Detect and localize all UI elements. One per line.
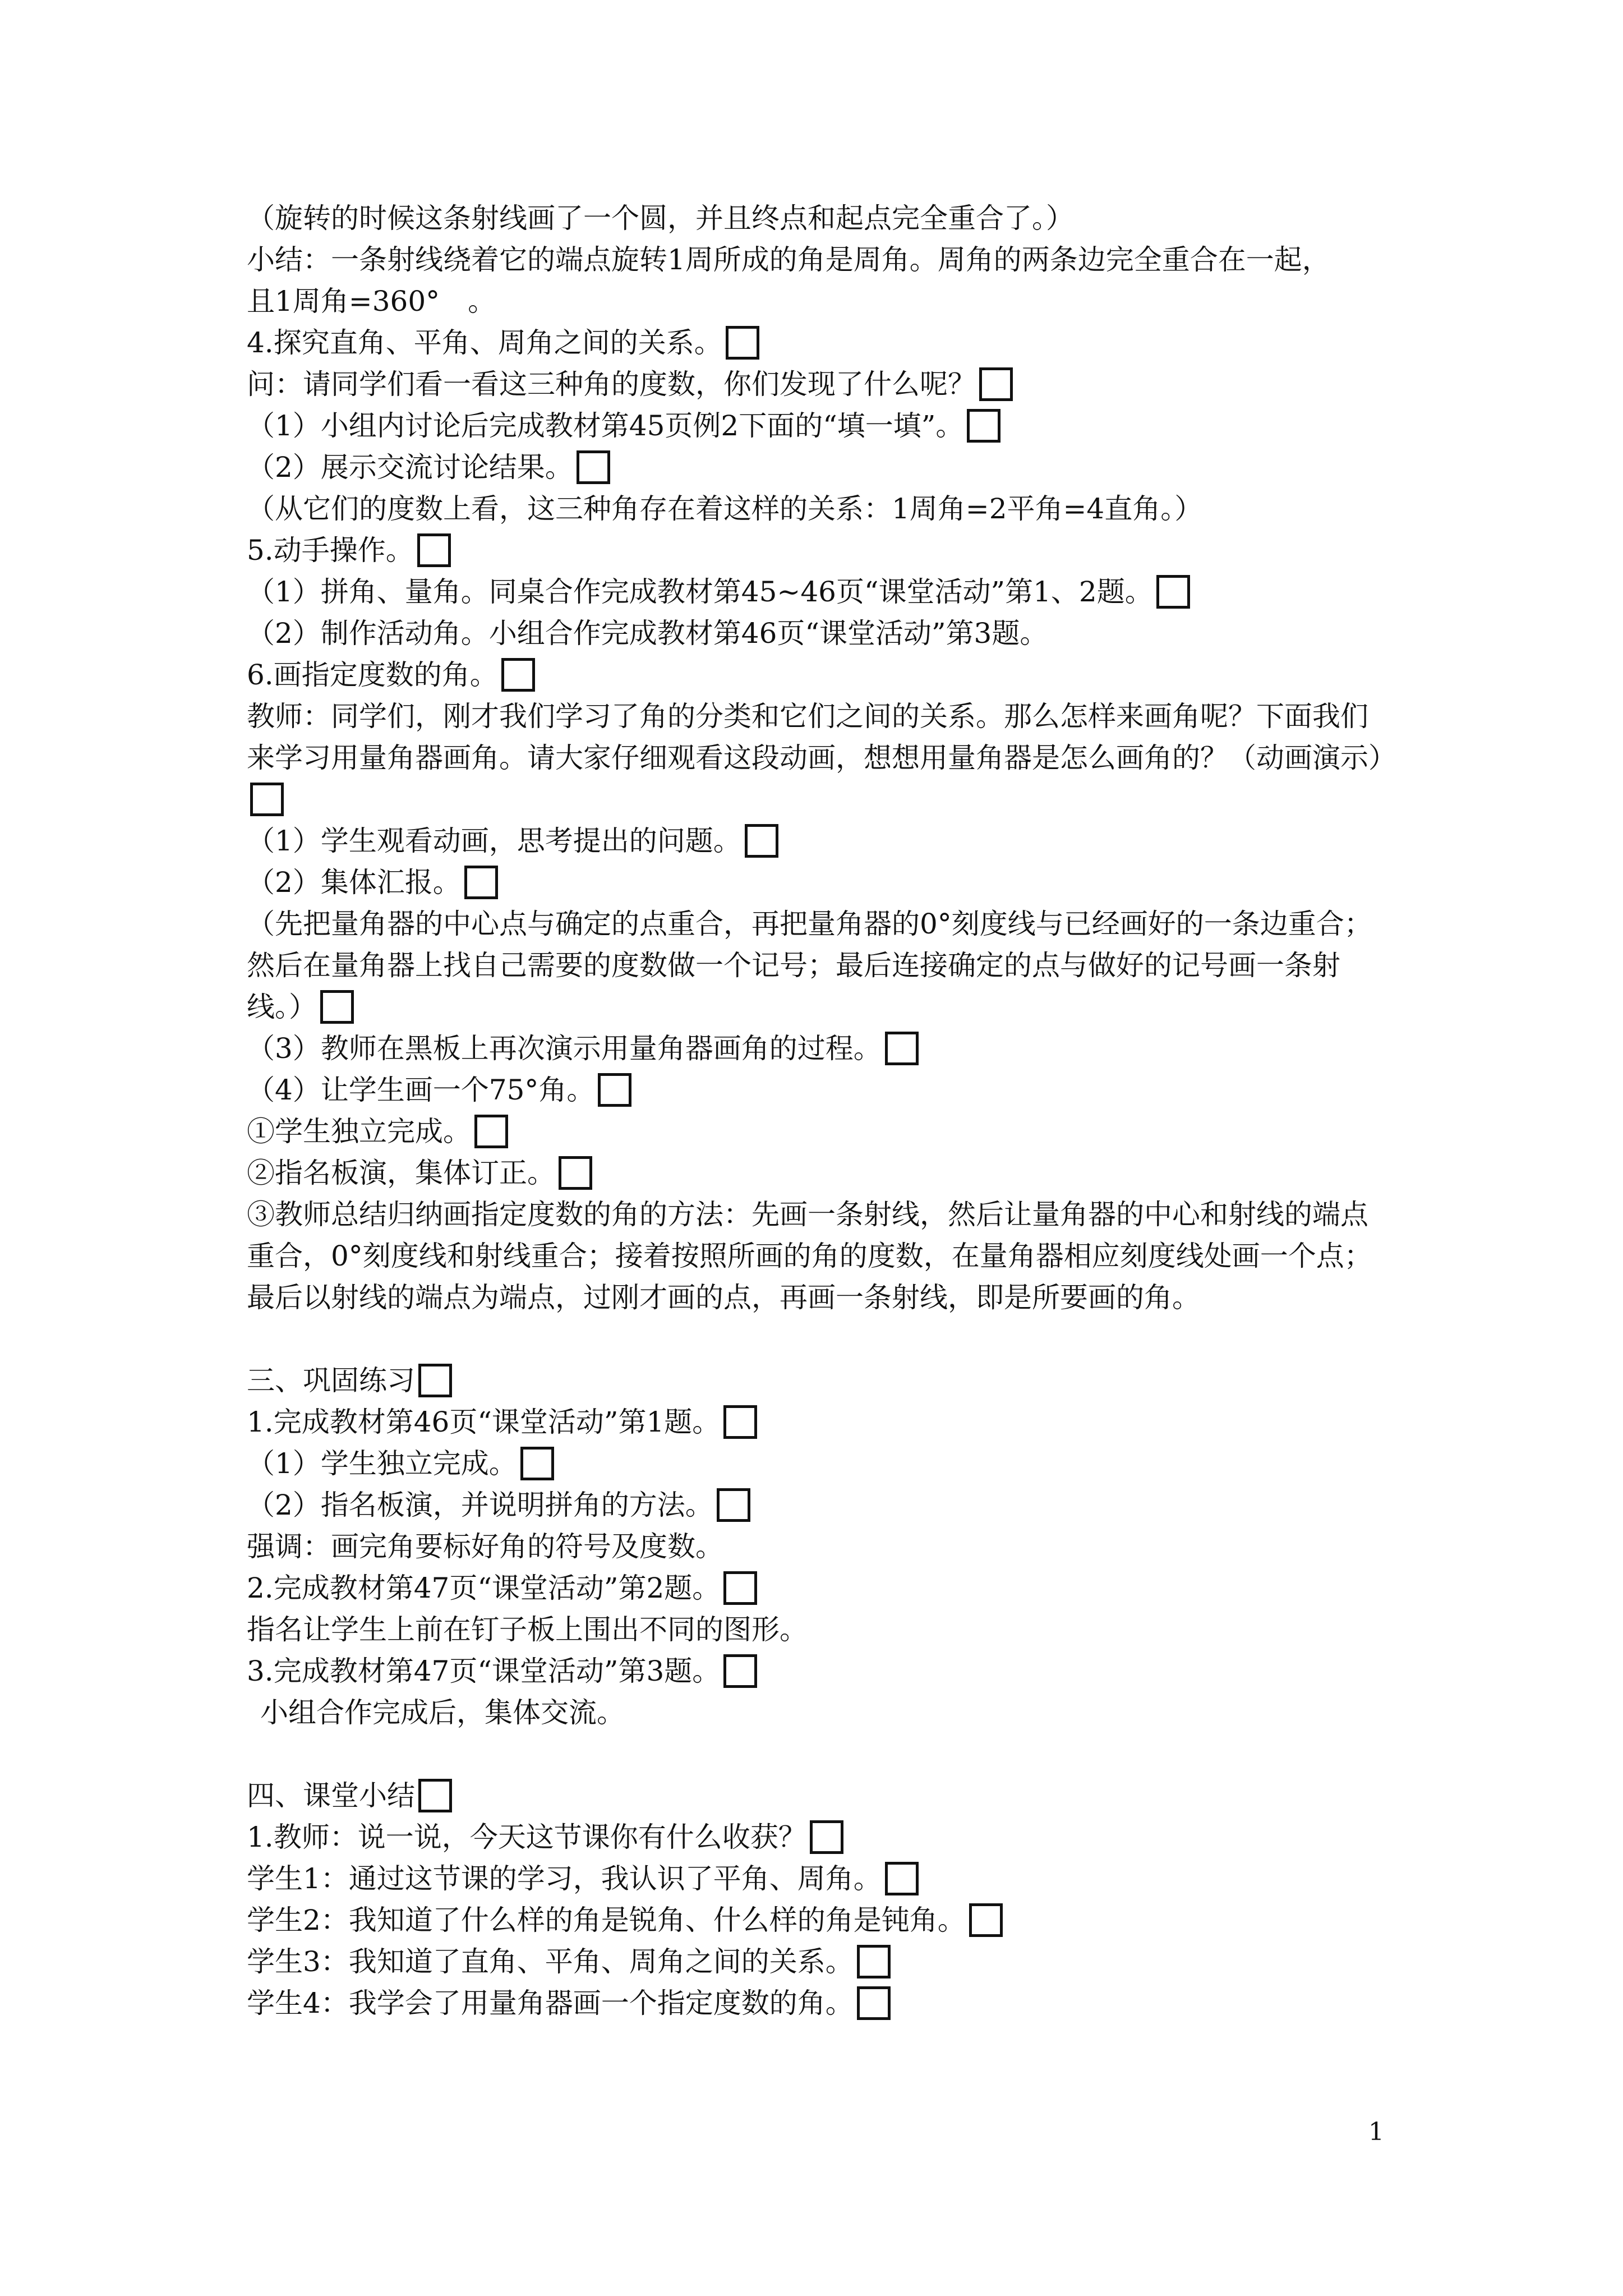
text-line: [247, 447, 1391, 488]
text-line: [247, 197, 1391, 239]
text-line-content: （2）指名板演，并说明拼角的方法。: [247, 1489, 713, 1521]
text-line: [247, 820, 1391, 862]
text-line: [247, 613, 1391, 654]
text-line: [247, 571, 1391, 613]
text-line: [247, 1069, 1391, 1111]
placeholder-box-icon: [857, 1945, 891, 1978]
text-line: [247, 1277, 1391, 1318]
text-line: [247, 737, 1396, 779]
text-line: [247, 654, 1391, 696]
text-line: [247, 322, 1391, 364]
text-line-content: 最后以射线的端点为端点，过刚才画的点，再画一条射线，即是所要画的角。: [247, 1281, 1200, 1314]
placeholder-box-icon: [418, 1364, 452, 1397]
text-line: [247, 1318, 1391, 1360]
text-line: [247, 1028, 1391, 1069]
text-line-content: （4）让学生画一个75°角。: [247, 1074, 595, 1106]
text-line-content: 重合，0°刻度线和射线重合；接着按照所画的角的度数，在量角器相应刻度线处画一个点；: [247, 1240, 1372, 1272]
page-number: 1: [1368, 2118, 1384, 2146]
text-line-content: 来学习用量角器画角。请大家仔细观看这段动画，想想用量角器是怎么画角的？（动画演示）: [247, 742, 1396, 774]
placeholder-box-icon: [250, 783, 284, 816]
text-line-content: 1.完成教材第46页“课堂活动”第1题。: [247, 1406, 721, 1438]
text-line-content: 2.完成教材第47页“课堂活动”第2题。: [247, 1572, 721, 1604]
text-line-content: （1）拼角、量角。同桌合作完成教材第45~46页“课堂活动”第1、2题。: [247, 576, 1153, 608]
text-line-content: 学生1：通过这节课的学习，我认识了平角、周角。: [247, 1862, 882, 1895]
placeholder-box-icon: [320, 990, 354, 1024]
placeholder-box-icon: [857, 1986, 891, 2020]
placeholder-box-icon: [723, 1571, 757, 1605]
text-line: [247, 530, 1391, 571]
placeholder-box-icon: [810, 1820, 843, 1854]
text-line: [247, 1816, 1391, 1858]
text-line: [247, 1401, 1391, 1443]
text-line-content: ①学生独立完成。: [247, 1115, 471, 1148]
text-line-content: （2）制作活动角。小组合作完成教材第46页“课堂活动”第3题。: [247, 617, 1048, 650]
text-line-content: 指名让学生上前在钉子板上围出不同的图形。: [247, 1613, 808, 1646]
text-line-content: 3.完成教材第47页“课堂活动”第3题。: [247, 1655, 721, 1687]
text-line: [247, 945, 1391, 986]
text-line: [247, 1360, 1391, 1401]
text-line-content: 然后在量角器上找自己需要的度数做一个记号；最后连接确定的点与做好的记号画一条射: [247, 949, 1340, 982]
text-line-content: 小结：一条射线绕着它的端点旋转1周所成的角是周角。周角的两条边完全重合在一起，: [247, 243, 1330, 276]
placeholder-box-icon: [885, 1862, 919, 1895]
text-line-content: （1）学生观看动画，思考提出的问题。: [247, 825, 741, 857]
placeholder-box-icon: [967, 409, 1000, 443]
text-line: [247, 696, 1391, 737]
placeholder-box-icon: [723, 1654, 757, 1688]
text-line-content: （旋转的时候这条射线画了一个圆，并且终点和起点完全重合了。）: [247, 202, 1074, 234]
text-line-content: 学生2：我知道了什么样的角是锐角、什么样的角是钝角。: [247, 1904, 966, 1936]
text-line: [247, 903, 1391, 945]
placeholder-box-icon: [577, 450, 610, 484]
text-line-content: （3）教师在黑板上再次演示用量角器画角的过程。: [247, 1032, 882, 1065]
text-line-content: 四、课堂小结: [247, 1779, 415, 1812]
text-line: [247, 1982, 1391, 2024]
text-line: [247, 488, 1391, 530]
text-line-content: 学生4：我学会了用量角器画一个指定度数的角。: [247, 1987, 854, 2019]
text-line-content: （2）集体汇报。: [247, 866, 461, 899]
text-line: [247, 1775, 1391, 1816]
text-line: [247, 779, 1391, 820]
text-line: [247, 1152, 1391, 1194]
text-line: [247, 862, 1391, 903]
text-line-content: （1）小组内讨论后完成教材第45页例2下面的“填一填”。: [247, 409, 964, 442]
text-line-content: 5.动手操作。: [247, 534, 414, 567]
text-line: [247, 1899, 1391, 1941]
placeholder-box-icon: [474, 1115, 508, 1148]
text-line-content: 小组合作完成后，集体交流。: [260, 1696, 625, 1729]
text-line-content: （1）学生独立完成。: [247, 1447, 517, 1480]
text-line: [247, 405, 1391, 447]
document-body: [247, 197, 1396, 2024]
placeholder-box-icon: [979, 367, 1013, 401]
text-line: [247, 1111, 1391, 1152]
text-line-content: （从它们的度数上看，这三种角存在着这样的关系：1周角=2平角=4直角。）: [247, 493, 1203, 525]
placeholder-box-icon: [885, 1032, 919, 1065]
text-line-content: 4.探究直角、平角、周角之间的关系。: [247, 326, 722, 359]
placeholder-box-icon: [598, 1073, 631, 1107]
placeholder-box-icon: [418, 1779, 452, 1812]
text-line-content: （先把量角器的中心点与确定的点重合，再把量角器的0°刻度线与已经画好的一条边重合；: [247, 908, 1372, 940]
text-line: [247, 1692, 1391, 1733]
text-line: [247, 239, 1391, 280]
placeholder-box-icon: [745, 824, 778, 858]
placeholder-box-icon: [464, 866, 498, 899]
text-line: [247, 1484, 1391, 1526]
text-line-content: 三、巩固练习: [247, 1364, 415, 1397]
text-line: [247, 1567, 1391, 1609]
text-line-content: 1.教师：说一说，今天这节课你有什么收获？: [247, 1821, 806, 1853]
text-line-content: 且1周角=360° 。: [247, 285, 496, 318]
text-line-content: ②指名板演，集体订正。: [247, 1157, 555, 1189]
text-line: [247, 1235, 1391, 1277]
placeholder-box-icon: [501, 658, 535, 692]
text-line-content: 问：请同学们看一看这三种角的度数，你们发现了什么呢？: [247, 368, 976, 401]
placeholder-box-icon: [559, 1156, 592, 1190]
text-line-content: （2）展示交流讨论结果。: [247, 451, 573, 484]
text-line: [247, 1526, 1391, 1567]
text-line: [247, 986, 1391, 1028]
text-line-content: 6.画指定度数的角。: [247, 659, 498, 691]
text-line: [247, 1443, 1391, 1484]
text-line: [247, 1858, 1391, 1899]
placeholder-box-icon: [726, 326, 759, 360]
placeholder-box-icon: [520, 1447, 554, 1480]
text-line-content: 学生3：我知道了直角、平角、周角之间的关系。: [247, 1945, 854, 1978]
text-line: [247, 1733, 1391, 1775]
text-line-content: 教师：同学们，刚才我们学习了角的分类和它们之间的关系。那么怎样来画角呢？下面我们: [247, 700, 1368, 733]
text-line-content: 强调：画完角要标好角的符号及度数。: [247, 1530, 723, 1563]
text-line: [247, 1650, 1391, 1692]
placeholder-box-icon: [723, 1405, 757, 1439]
text-line: [247, 280, 1391, 322]
text-line-content: ③教师总结归纳画指定度数的角的方法：先画一条射线，然后让量角器的中心和射线的端点: [247, 1198, 1368, 1231]
text-line: [247, 364, 1391, 405]
text-line: [247, 1194, 1391, 1235]
text-line: [247, 1609, 1391, 1650]
placeholder-box-icon: [717, 1488, 750, 1522]
placeholder-box-icon: [417, 533, 451, 567]
placeholder-box-icon: [969, 1903, 1003, 1937]
text-line: [247, 1941, 1391, 1982]
placeholder-box-icon: [1156, 575, 1190, 609]
text-line-content: 线。）: [247, 991, 317, 1023]
